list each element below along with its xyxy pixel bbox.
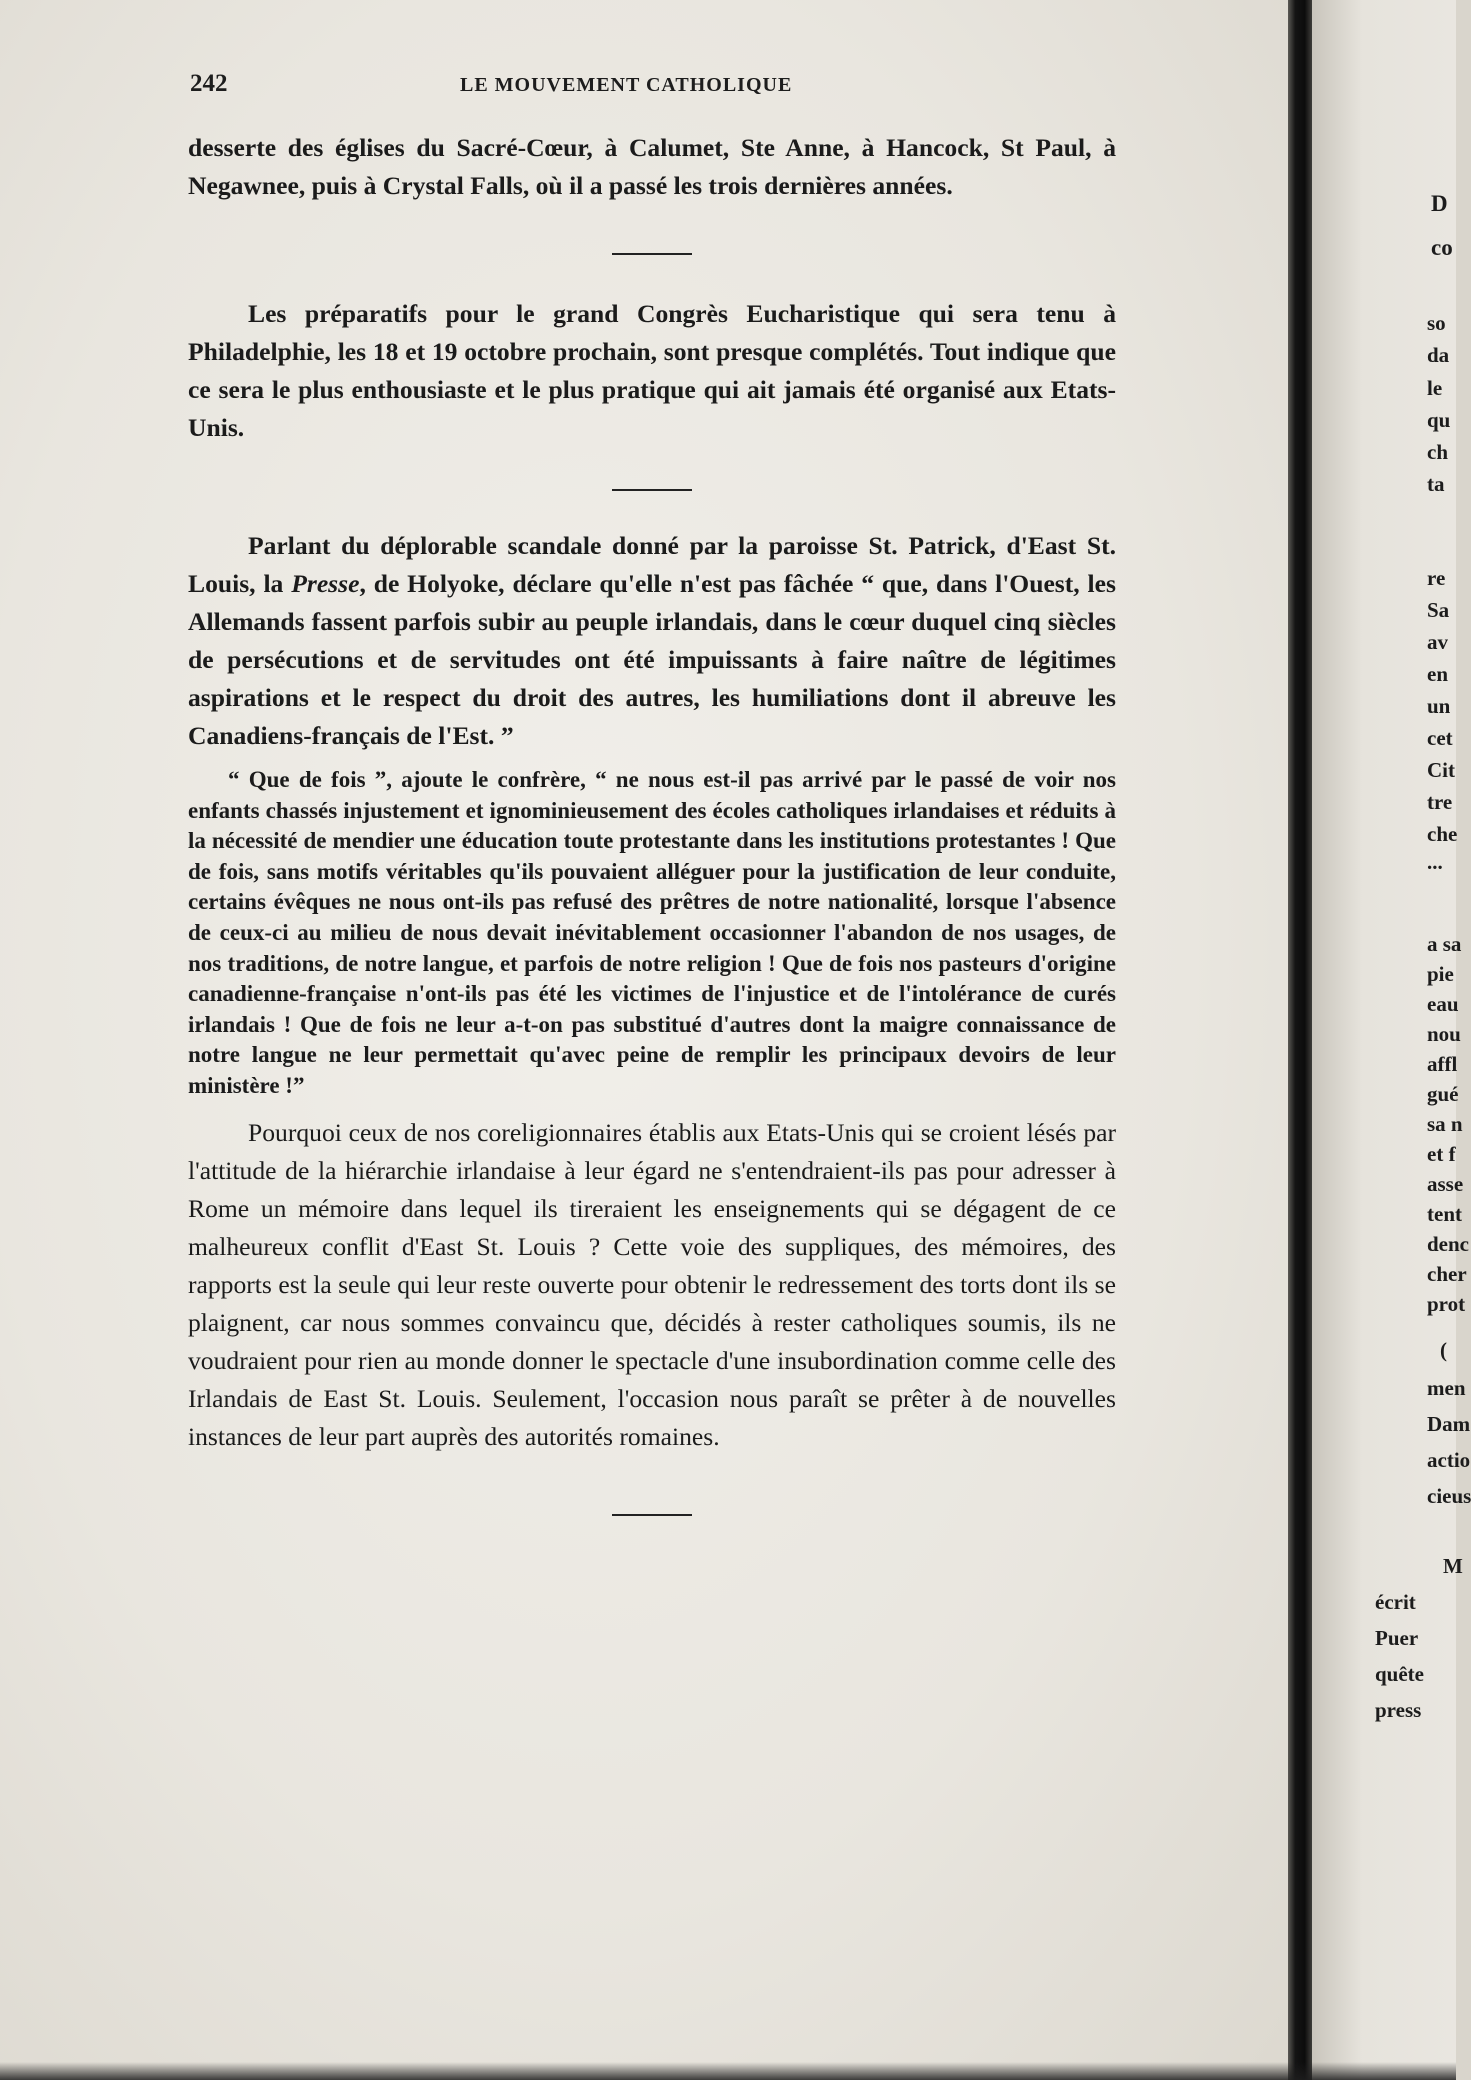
presse-title: Presse [291, 569, 360, 598]
scandale-text-start: Parlant du déplorable scandale donné par la paroisse St. Patrick, d'East St. Louis, la [188, 531, 1116, 598]
right-fragment: av [1427, 630, 1448, 654]
right-fragment: Sa [1427, 598, 1450, 622]
right-fragment: Cit [1427, 758, 1455, 782]
right-fragment: da [1427, 343, 1450, 367]
right-fragment: ta [1427, 472, 1445, 496]
right-fragment: ch [1427, 440, 1448, 464]
right-fragment: Dam [1427, 1412, 1471, 1436]
right-fragment: écrit [1375, 1590, 1416, 1614]
section-divider [612, 253, 692, 255]
scandale-text-end: , de Holyoke, déclare qu'elle n'est pas fâchée “ que, dans l'Ouest, les Allemands fassent parfois subir au peuple irlandais, dans le cœur duquel cinq siècles de persécutions et de servitudes ont été impuissants à faire naître de légitimes aspirations et le respect du droit des autres, les humiliations dont il abreuve les Canadiens-français de l'Est. ” [188, 569, 1116, 750]
running-title: LE MOUVEMENT CATHOLIQUE [460, 74, 793, 96]
right-fragment: ... [1427, 850, 1443, 874]
right-fragment: le [1427, 376, 1443, 400]
right-fragment: prot [1427, 1292, 1466, 1316]
right-fragment: ( [1440, 1338, 1447, 1362]
right-fragment: M [1443, 1554, 1463, 1578]
right-fragment: pie [1427, 962, 1454, 986]
page-number: 242 [190, 70, 228, 97]
right-fragment: eau [1427, 992, 1459, 1016]
article-body [188, 129, 1116, 1516]
right-fragment: denc [1427, 1232, 1469, 1256]
book-gutter [1288, 0, 1312, 2080]
right-fragment: Puer [1375, 1626, 1419, 1650]
right-fragment: tre [1427, 790, 1453, 814]
right-fragment: sa n [1427, 1112, 1463, 1136]
paragraph-pourquoi: Pourquoi ceux de nos coreligionnaires établis aux Etats-Unis qui se croient lésés par l'attitude de la hiérarchie irlandaise à leur égard ne s'entendraient-ils pas pour adresser à Rome un mémoire dans lequel ils tireraient les enseignements qui se dégagent de ce malheureux conflit d'East St. Louis ? Cette voie des suppliques, des mémoires, des rapports est la seule qui leur reste ouverte pour obtenir le redressement des torts dont ils se plaignent, car nous sommes convaincu que, décidés à rester catholiques soumis, ils ne voudraient pour rien au monde donner le spectacle d'une insubordination comme celle des Irlandais de East St. Louis. Seulement, l'occasion nous paraît se prêter à de nouvelles instances de leur part auprès des autorités romaines. [188, 1117, 1116, 1451]
right-fragment: a sa [1427, 932, 1462, 956]
running-header [190, 70, 1120, 110]
right-fragment: quête [1375, 1662, 1424, 1686]
right-fragment: actio [1427, 1448, 1471, 1472]
right-fragment: cet [1427, 726, 1453, 750]
right-fragment: et f [1427, 1142, 1456, 1166]
right-fragment: tent [1427, 1202, 1462, 1226]
right-fragment: qu [1427, 408, 1451, 432]
block-quote: “ Que de fois ”, ajoute le confrère, “ ne nous est-il pas arrivé par le passé de voir nos enfants chassés injustement et ignominieusement des écoles catholiques irlandaises et réduits à la nécessité de mendier une éducation toute protestante dans les institutions protestantes ! Que de fois, sans motifs véritables qu'ils pouvaient alléguer pour la justification de leur conduite, certains évêques ne nous ont-ils pas refusé des prêtres de notre nationalité, lorsque l'absence de ceux-ci au milieu de nous devait inévitablement occasionner l'abandon de nos usages, de nos traditions, de notre langue, et parfois de notre religion ! Que de fois nos pasteurs d'origine canadienne-française n'ont-ils pas été les victimes de l'injustice et de l'intolérance de curés irlandais ! Que de fois ne leur a-t-on pas substitué d'autres dont la maigre connaissance de notre langue ne leur permettait qu'avec peine de remplir les principaux devoirs de leur ministère !” [188, 767, 1116, 1098]
scan-bottom-edge [0, 2062, 1456, 2080]
right-fragment: so [1427, 311, 1446, 335]
right-fragment: un [1427, 694, 1451, 718]
right-fragment: gué [1427, 1082, 1459, 1106]
paragraph-desserte: desserte des églises du Sacré-Cœur, à Calumet, Ste Anne, à Hancock, St Paul, à Negawnee, puis à Crystal Falls, où il a passé les trois dernières années. [188, 133, 1116, 200]
right-fragment: en [1427, 662, 1448, 686]
right-fragment: press [1375, 1698, 1422, 1722]
right-fragment: affl [1427, 1052, 1458, 1076]
right-fragment: men [1427, 1376, 1466, 1400]
paragraph-congres: Les préparatifs pour le grand Congrès Eucharistique qui sera tenu à Philadelphie, les 18 et 19 octobre prochain, sont presque complétés. Tout indique que ce sera le plus enthousiaste et le plus pratique qui ait jamais été organisé aux Etats-Unis. [188, 299, 1116, 442]
right-fragment: co [1431, 235, 1453, 260]
right-fragment: cieus [1427, 1484, 1471, 1508]
section-divider [612, 489, 692, 491]
section-divider [612, 1514, 692, 1516]
right-fragment: che [1427, 822, 1458, 846]
right-fragment: re [1427, 566, 1446, 590]
right-fragment: nou [1427, 1022, 1461, 1046]
right-fragment: cher [1427, 1262, 1467, 1286]
right-fragment: asse [1427, 1172, 1464, 1196]
paragraph-scandale [188, 527, 1116, 755]
right-fragment: D [1431, 191, 1448, 216]
